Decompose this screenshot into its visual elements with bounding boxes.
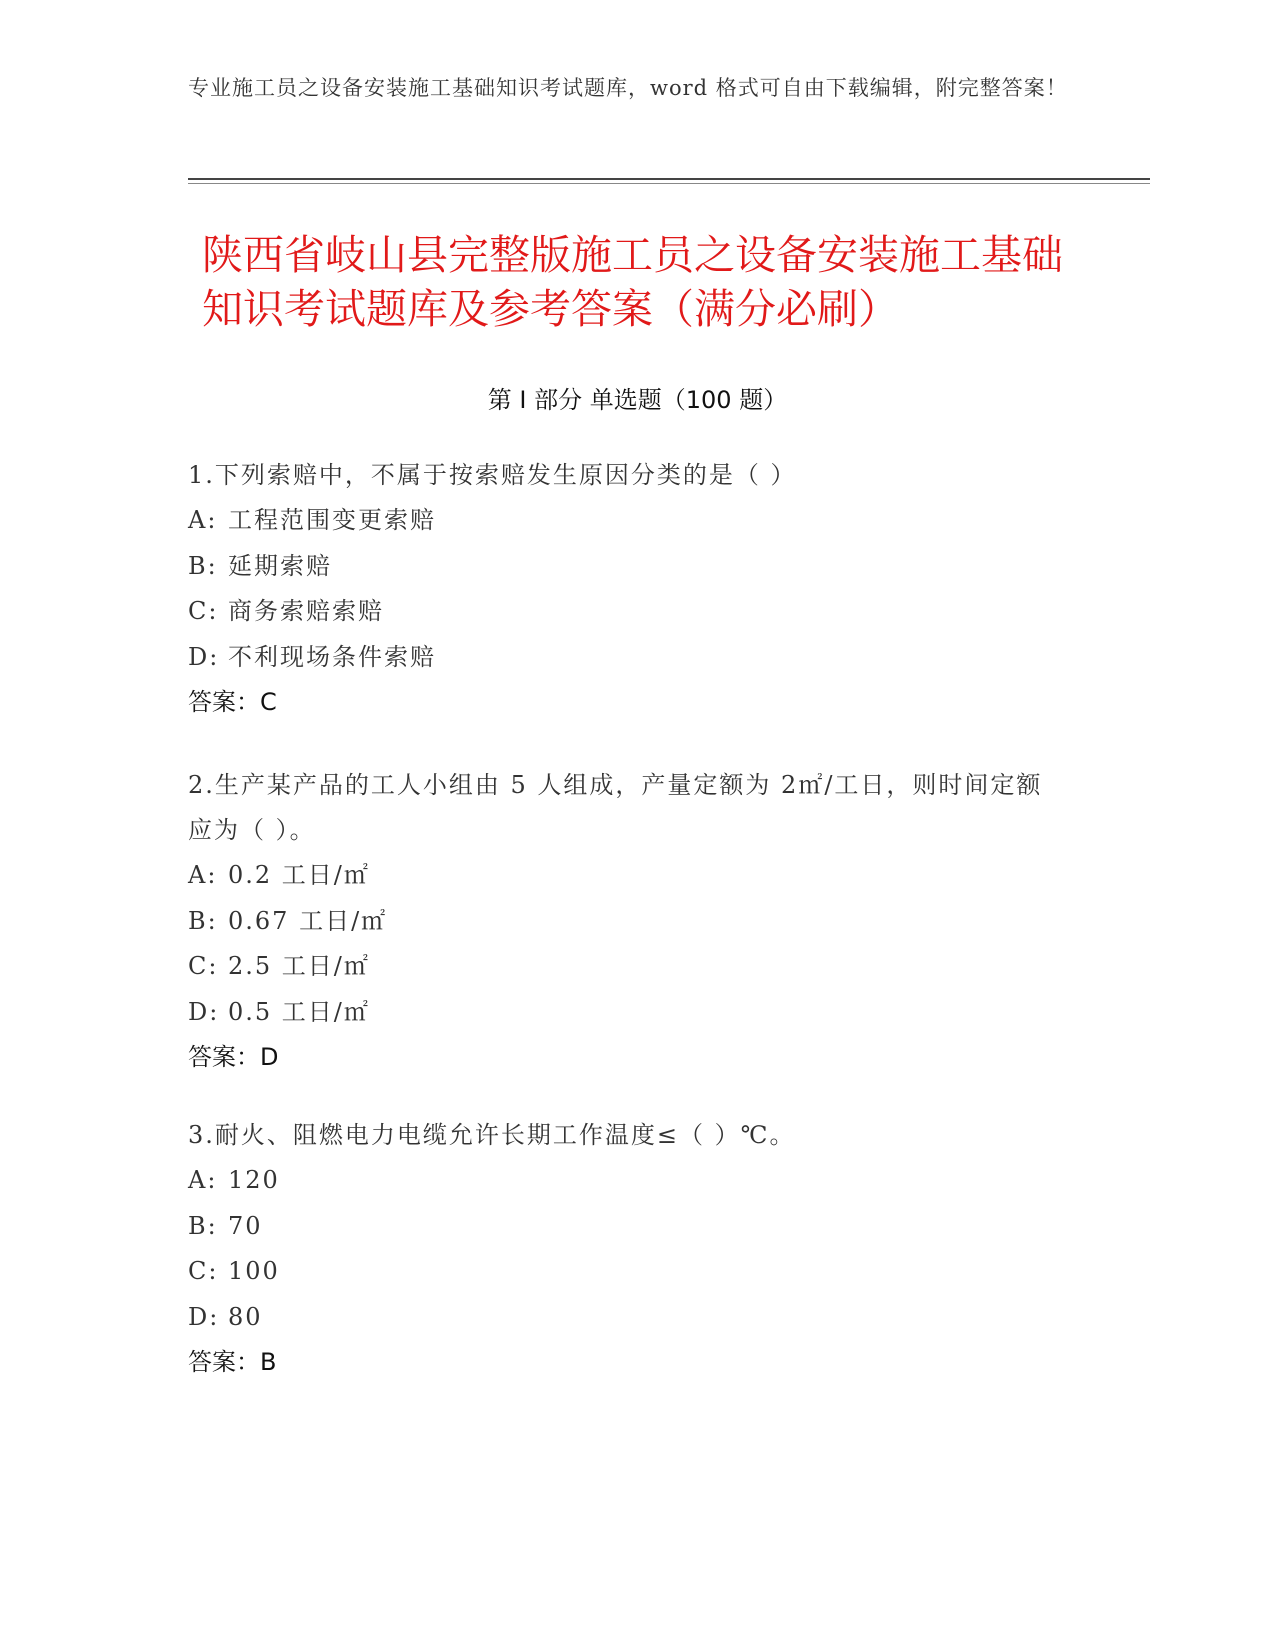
option-a [188,498,1068,544]
option-letter: D: [188,642,220,671]
question-2 [188,763,1068,1080]
option-text: 120 [228,1166,280,1194]
option-a [188,853,1068,899]
option-b [188,899,1068,945]
option-b [188,544,1068,590]
header-note: 专业施工员之设备安装施工基础知识考试题库，word 格式可自由下载编辑，附完整答案！ [188,76,1068,100]
option-letter: B: [188,906,218,935]
option-text: 0.67 工日/㎡ [228,906,388,935]
option-text: 工程范围变更索赔 [228,506,436,534]
option-letter: C: [188,597,219,625]
option-text: 0.5 工日/㎡ [228,997,370,1026]
option-c [188,1249,1068,1295]
option-c [188,589,1068,635]
option-letter: B: [188,1211,218,1240]
question-stem: 2.生产某产品的工人小组由 5 人组成，产量定额为 2㎡/工日，则时间定额应为（ ）。 [188,771,1043,844]
option-letter: A: [188,861,218,889]
question-3 [188,1113,1068,1385]
header-divider-thick [188,178,1150,180]
option-letter: B: [188,551,218,580]
option-letter: D: [188,997,220,1026]
option-text: 100 [228,1257,280,1285]
answer: 答案：B [188,1348,277,1376]
option-letter: D: [188,1302,220,1331]
option-text: 70 [228,1211,263,1240]
question-1 [188,453,1068,725]
option-text: 80 [228,1302,263,1331]
option-d [188,990,1068,1036]
answer: 答案：C [188,688,277,716]
option-text: 商务索赔索赔 [228,597,384,625]
option-text: 不利现场条件索赔 [228,642,436,671]
option-text: 2.5 工日/㎡ [228,952,370,980]
question-stem: 1.下列索赔中，不属于按索赔发生原因分类的是（ ） [188,461,797,489]
option-letter: A: [188,506,218,534]
header-divider-thin [188,183,1150,184]
option-d [188,1295,1068,1341]
option-letter: C: [188,952,219,980]
answer: 答案：D [188,1043,279,1071]
option-c [188,944,1068,990]
question-stem: 3.耐火、阻燃电力电缆允许长期工作温度≤（ ）℃。 [188,1121,796,1149]
option-letter: C: [188,1257,219,1285]
document-title: 陕西省岐山县完整版施工员之设备安装施工基础知识考试题库及参考答案（满分必刷） [202,231,1063,333]
option-text: 延期索赔 [228,551,332,580]
option-letter: A: [188,1166,218,1194]
option-a [188,1158,1068,1204]
section-heading: 第 I 部分 单选题（100 题） [487,386,788,414]
option-text: 0.2 工日/㎡ [228,861,370,889]
option-d [188,635,1068,681]
option-b [188,1204,1068,1250]
